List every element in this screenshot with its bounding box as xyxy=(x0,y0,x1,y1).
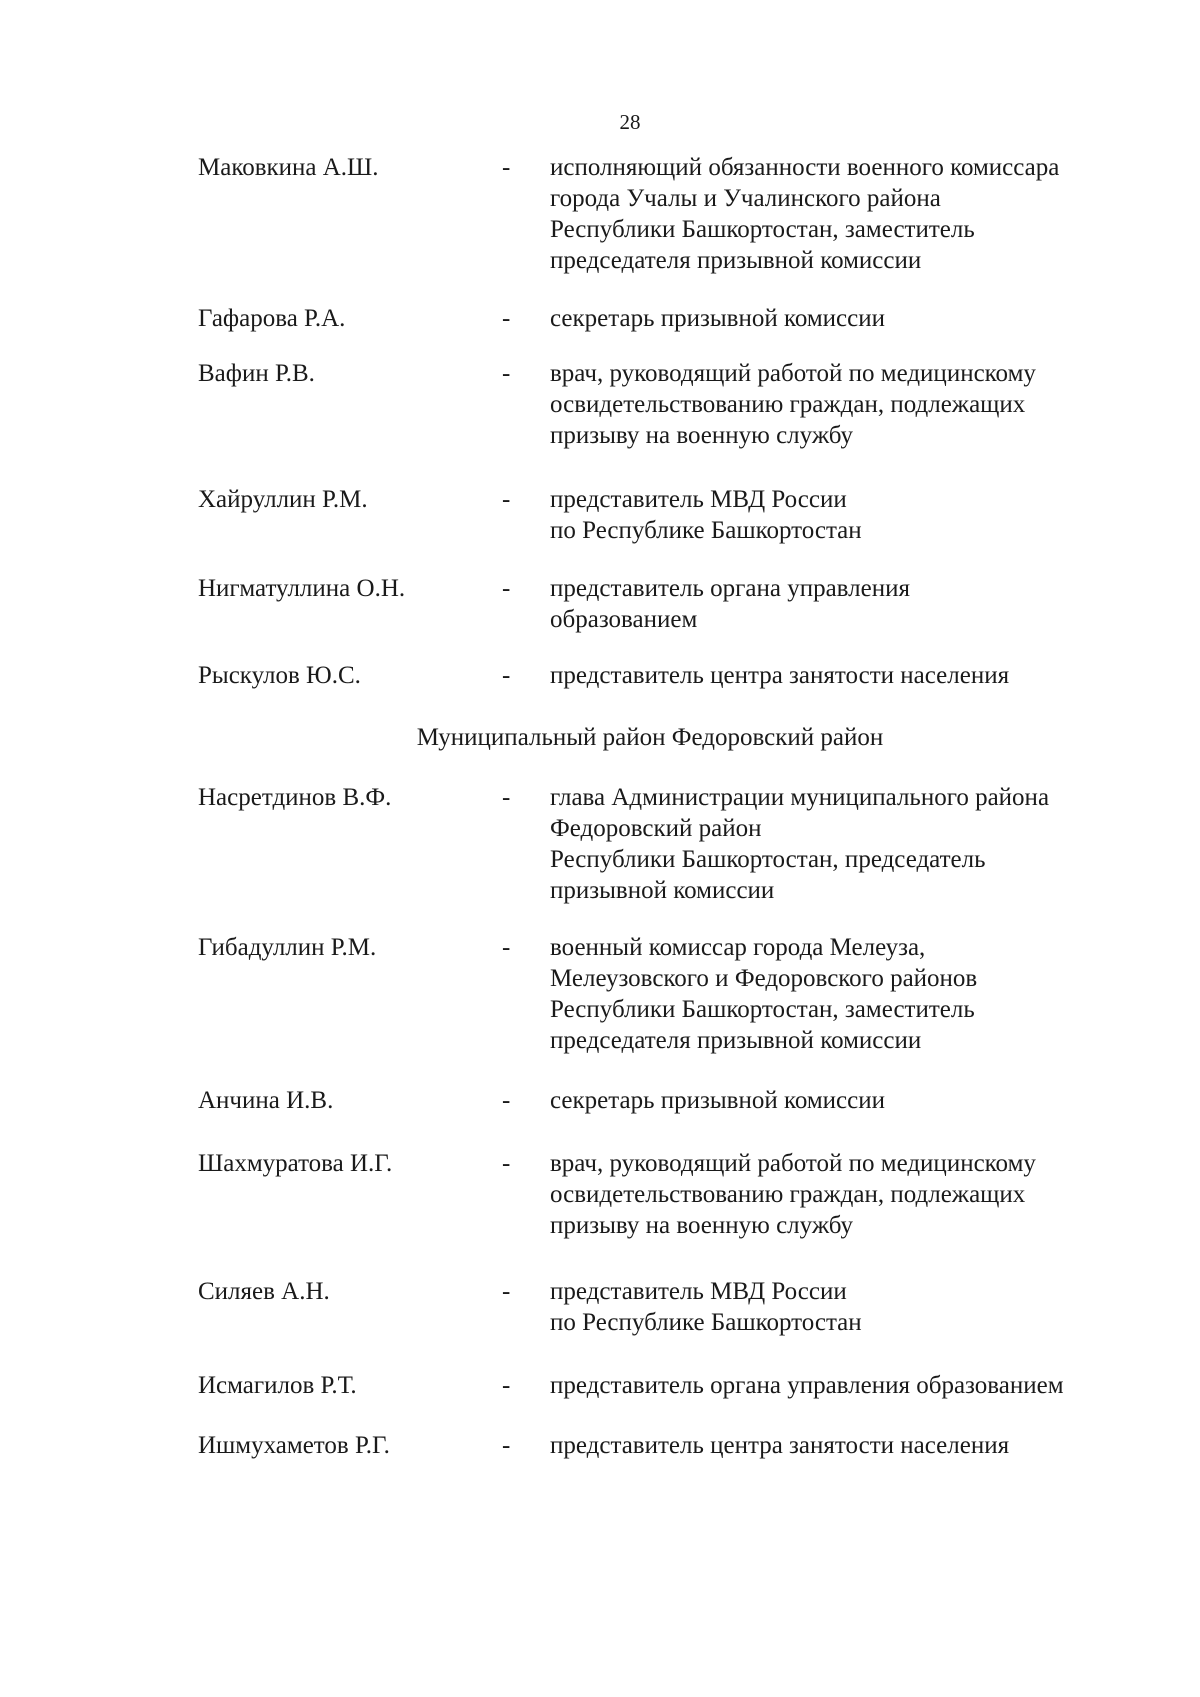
member-dash: - xyxy=(502,486,511,513)
member-role: врач, руководящий работой по медицинскому освидетельствованию граждан, подлежащих призыву на военную службу xyxy=(550,1150,1036,1239)
member-dash: - xyxy=(502,1372,511,1399)
member-name: Анчина И.В. xyxy=(198,1087,334,1114)
member-dash: - xyxy=(502,784,511,811)
member-role: представитель органа управления образованием xyxy=(550,1372,1064,1399)
member-role: военный комиссар города Мелеуза, Мелеузовского и Федоровского районов Республики Башкортостан, заместитель председателя призывной комиссии xyxy=(550,934,978,1054)
member-name: Ишмухаметов Р.Г. xyxy=(198,1432,390,1459)
member-dash: - xyxy=(502,1087,511,1114)
member-dash: - xyxy=(502,360,511,387)
member-dash: - xyxy=(502,1150,511,1177)
member-name: Насретдинов В.Ф. xyxy=(198,784,392,811)
member-role: представитель органа управления образованием xyxy=(550,575,910,633)
member-name: Рыскулов Ю.С. xyxy=(198,662,361,689)
member-dash: - xyxy=(502,1278,511,1305)
member-dash: - xyxy=(502,662,511,689)
member-dash: - xyxy=(502,154,511,181)
member-role: глава Администрации муниципального района Федоровский район Республики Башкортостан, председатель призывной комиссии xyxy=(550,784,1050,904)
member-role: представитель центра занятости населения xyxy=(550,1432,1010,1459)
member-name: Хайруллин Р.М. xyxy=(198,486,368,513)
member-name: Вафин Р.В. xyxy=(198,360,315,387)
member-dash: - xyxy=(502,934,511,961)
member-role: секретарь призывной комиссии xyxy=(550,1087,886,1114)
member-name: Исмагилов Р.Т. xyxy=(198,1372,357,1399)
member-name: Нигматуллина О.Н. xyxy=(198,575,406,602)
member-name: Маковкина А.Ш. xyxy=(198,154,379,181)
member-role: представитель МВД России по Республике Башкортостан xyxy=(550,1278,862,1336)
member-role: секретарь призывной комиссии xyxy=(550,305,886,332)
page-number: 28 xyxy=(619,110,641,134)
member-role: представитель центра занятости населения xyxy=(550,662,1010,689)
member-name: Силяев А.Н. xyxy=(198,1278,330,1305)
member-dash: - xyxy=(502,305,511,332)
member-name: Гафарова Р.А. xyxy=(198,305,346,332)
member-role: врач, руководящий работой по медицинскому освидетельствованию граждан, подлежащих призыву на военную службу xyxy=(550,360,1036,449)
section-heading: Муниципальный район Федоровский район xyxy=(416,724,884,751)
member-role: представитель МВД России по Республике Башкортостан xyxy=(550,486,862,544)
member-name: Гибадуллин Р.М. xyxy=(198,934,377,961)
member-role: исполняющий обязанности военного комиссара города Учалы и Учалинского района Республики Башкортостан, заместитель председателя призывной комиссии xyxy=(550,154,1060,274)
member-dash: - xyxy=(502,575,511,602)
member-name: Шахмуратова И.Г. xyxy=(198,1150,393,1177)
member-dash: - xyxy=(502,1432,511,1459)
